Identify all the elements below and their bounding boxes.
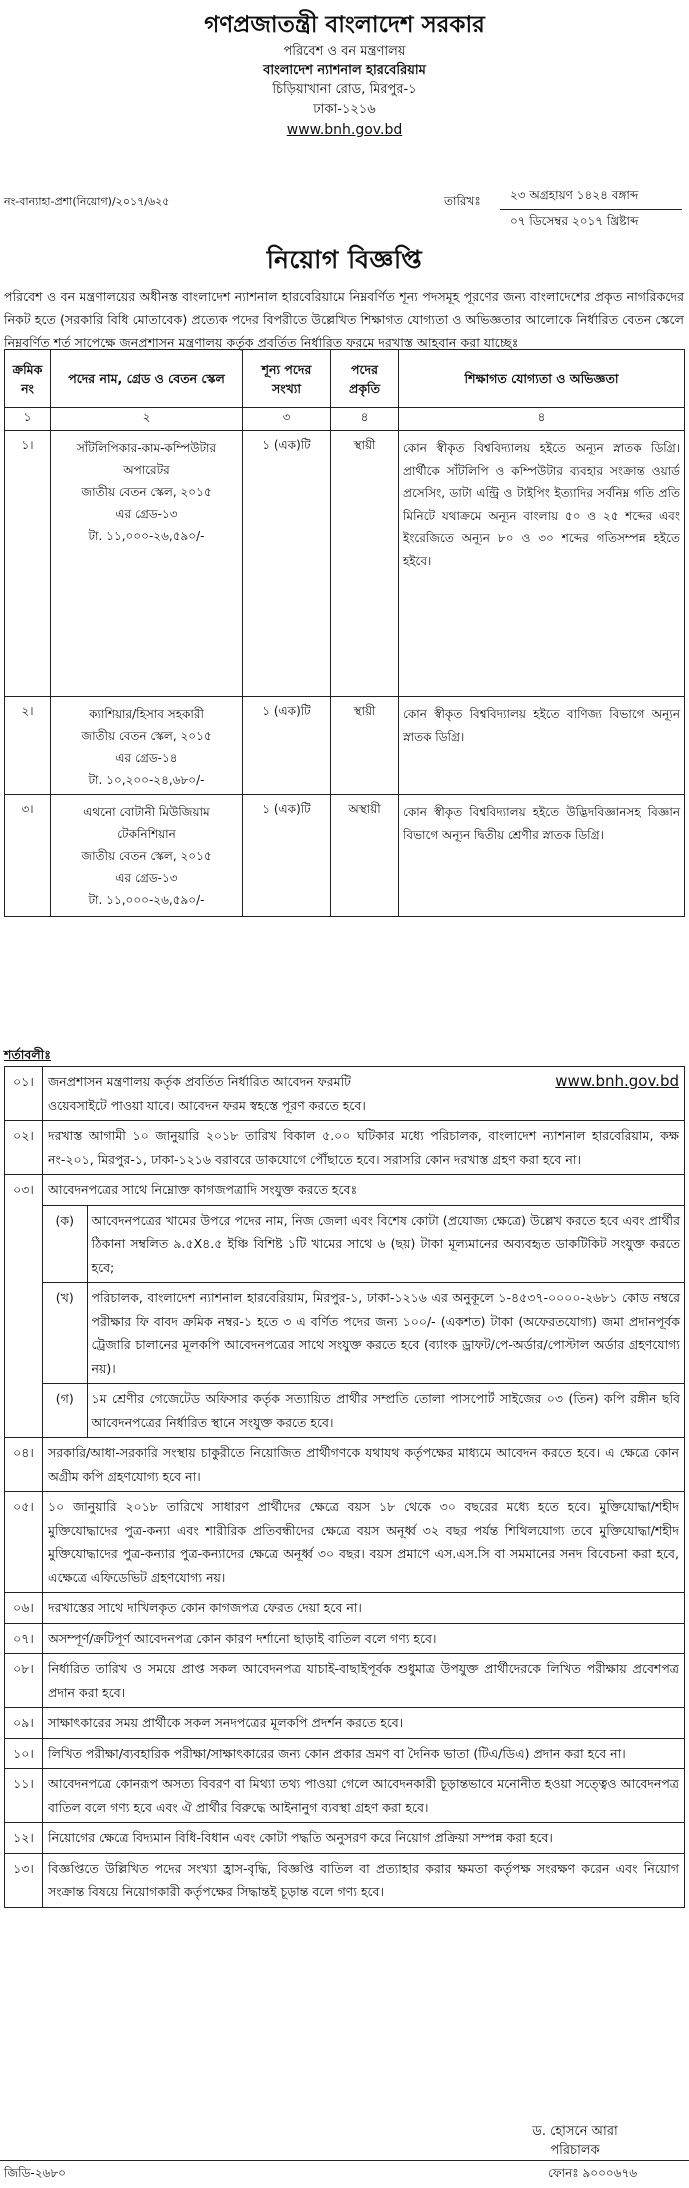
- condition-number: ০৫।: [5, 1492, 43, 1593]
- table-row: [5, 795, 685, 917]
- row-post: [51, 697, 243, 795]
- row-serial: ৩।: [5, 795, 51, 917]
- condition-text: বিজ্ঞপ্তিতে উল্লিখিত পদের সংখ্যা হ্রাস-বৃদ্ধি, বিজ্ঞপ্তি বাতিল বা প্রত্যাহার করার ক্ষমতা কর্তৃপক্ষ সংরক্ষণ করেন এবং নিয়োগ সংক্রান্ত বিষয়ে নিয়োগকারী কর্তৃপক্ষের সিদ্ধান্তই চূড়ান্ত বলে গণ্য হবে।: [43, 1853, 685, 1907]
- post-pay: টা. ১১,০০০-২৬,৫৯০/-: [88, 893, 205, 907]
- condition-number: ০৪।: [5, 1438, 43, 1492]
- condition-number: ০১।: [5, 1067, 43, 1121]
- row-post: [51, 431, 243, 697]
- attachments-list: [43, 1205, 684, 1438]
- condition-number: ০৯।: [5, 1708, 43, 1739]
- condition-number: ১১।: [5, 1769, 43, 1823]
- header-qualification: শিক্ষাগত যোগ্যতা ও অভিজ্ঞতা: [399, 350, 685, 408]
- phone-number: ফোনঃ ৯০০০৬৭৬: [548, 2166, 638, 2180]
- post-name: ক্যাশিয়ার/হিসাব সহকারী: [89, 707, 204, 721]
- post-grade: এর গ্রেড-১৪: [115, 751, 178, 765]
- condition-row: [5, 1708, 685, 1739]
- condition-01-text-a: জনপ্রশাসন মন্ত্রণালয় কর্তৃক প্রবর্তিত নির্ধারিত আবেদন ফরমটি: [48, 1074, 351, 1089]
- ministry-name: পরিবেশ ও বন মন্ত্রণালয়: [283, 44, 406, 59]
- header-nature: পদের প্রকৃতি: [331, 350, 399, 408]
- condition-text: সরকারি/আধা-সরকারি সংস্থায় চাকুরীতে নিয়োজিত প্রার্থীগণকে যথাযথ কর্তৃপক্ষের মাধ্যমে আবেদন করতে হবে। এ ক্ষেত্রে কোন অগ্রীম কপি গ্রহণযোগ্য হবে না।: [43, 1438, 685, 1492]
- row-serial: ১।: [5, 431, 51, 697]
- notice-title: নিয়োগ বিজ্ঞপ্তি: [266, 245, 423, 274]
- condition-number: ০২।: [5, 1121, 43, 1175]
- col-number: ৪: [331, 408, 399, 431]
- condition-number: ০৬।: [5, 1593, 43, 1624]
- condition-text: আবেদনপত্রে কোনরূপ অসত্য বিবরণ বা মিথ্যা তথ্য পাওয়া গেলে আবেদনকারী চূড়ান্তভাবে মনোনীত হওয়া সত্ত্বেও আবেদনপত্র বাতিল বলে গণ্য হবে এবং ঐ প্রার্থীর বিরুদ্ধে আইনানুগ ব্যবস্থা গ্রহণ করা হবে।: [43, 1769, 685, 1823]
- conditions-title: শর্তাবলীঃ: [4, 1047, 51, 1062]
- condition-number: ১২।: [5, 1823, 43, 1854]
- condition-row: [5, 1853, 685, 1907]
- condition-row: [5, 1438, 685, 1492]
- website-link[interactable]: www.bnh.gov.bd: [555, 1072, 679, 1090]
- list-item: [43, 1283, 684, 1384]
- sub-text: ১ম শ্রেণীর গেজেটেড অফিসার কর্তৃক সত্যায়িত প্রার্থীর সম্প্রতি তোলা পাসপোর্ট সাইজের ০৩ (তিন) কপি রঙ্গীন ছবি আবেদনপত্রের নির্ধারিত স্থানে সংযুক্ত করতে হবে।: [87, 1384, 684, 1438]
- condition-text: ১০ জানুয়ারি ২০১৮ তারিখে সাধারণ প্রার্থীদের ক্ষেত্রে বয়স ১৮ থেকে ৩০ বছরের মধ্যে হতে হবে। মুক্তিযোদ্ধা/শহীদ মুক্তিযোদ্ধাদের পুত্র-কন্যা এবং শারীরিক প্রতিবন্ধীদের ক্ষেত্রে বয়স অনূর্ধ্ব ৩২ বছর পর্যন্ত শিথিলযোগ্য তবে মুক্তিযোদ্ধা/শহীদ মুক্তিযোদ্ধাদের পুত্র-কন্যার পুত্র-কন্যাদের ক্ষেত্রে অনূর্ধ্ব ৩০ বছর। বয়স প্রমাণে এস.এস.সি বা সমমানের সনদ বিবেচনা করা হবে, এক্ষেত্রে এফিডেভিট গ্রহণযোগ্য নয়।: [43, 1492, 685, 1593]
- condition-row: [5, 1823, 685, 1854]
- post-grade: এর গ্রেড-১৩: [115, 871, 178, 885]
- signatory-designation: পরিচালক: [550, 2143, 600, 2158]
- post-name: এথনো বোটানী মিউজিয়াম টেকনিশিয়ান: [83, 805, 210, 841]
- condition-01-text-b: ওয়েবসাইটে পাওয়া যাবে। আবেদন ফরম স্বহস্তে পূরণ করতে হবে।: [48, 1097, 366, 1113]
- condition-row: [5, 1175, 685, 1438]
- row-qualification: কোন স্বীকৃত বিশ্ববিদ্যালয় হইতে বাণিজ্য বিভাগে অন্যূন স্নাতক ডিগ্রি।: [399, 697, 685, 795]
- footer-divider: [0, 2160, 689, 2161]
- row-post: [51, 795, 243, 917]
- post-scale: জাতীয় বেতন স্কেল, ২০১৫: [81, 485, 212, 499]
- row-vacancies: ১ (এক)টি: [243, 697, 331, 795]
- col-number: ২: [51, 408, 243, 431]
- table-row: [5, 431, 685, 697]
- list-item: [43, 1384, 684, 1438]
- condition-number: ১০।: [5, 1738, 43, 1769]
- condition-row: [5, 1738, 685, 1769]
- sub-label: (খ): [43, 1283, 87, 1384]
- col-number: ১: [5, 408, 51, 431]
- signature-block: [495, 2122, 655, 2160]
- col-number: ৪: [399, 408, 685, 431]
- post-pay: টা. ১০,২০০-২৪,৬৮০/-: [88, 773, 205, 787]
- office-name: বাংলাদেশ ন্যাশনাল হারবেরিয়াম: [263, 63, 426, 78]
- government-name: গণপ্রজাতন্ত্রী বাংলাদেশ সরকার: [204, 12, 485, 38]
- condition-text: লিখিত পরীক্ষা/ব্যবহারিক পরীক্ষা/সাক্ষাৎকারের জন্য কোন প্রকার ভ্রমণ বা দৈনিক ভাতা (টিএ/ডিএ) প্রদান করা হবে না।: [43, 1738, 685, 1769]
- condition-row: [5, 1067, 685, 1121]
- sub-text: পরিচালক, বাংলাদেশ ন্যাশনাল হারবেরিয়াম, মিরপুর-১, ঢাকা-১২১৬ এর অনুকূলে ১-৪৫৩৭-০০০০-২৬৮১ কোড নম্বরে পরীক্ষার ফি বাবদ ক্রমিক নম্বর-১ হতে ৩ এ বর্ণিত পদের জন্য ১০০/- (একশত) টাকা (অফেরতযোগ্য) জমা প্রদানপূর্বক ট্রেজারি চালানের মূলকপি আবেদনপত্রের সাথে সংযুক্ত করতে হবে (ব্যাংক ড্রাফট/পে-অর্ডার/পোস্টাল অর্ডার গ্রহণযোগ্য নয়)।: [87, 1283, 684, 1384]
- condition-text: নির্ধারিত তারিখ ও সময়ে প্রাপ্ত সকল আবেদনপত্র যাচাই-বাছাইপূর্বক শুধুমাত্র উপযুক্ত প্রার্থীদেরকে লিখিত পরীক্ষায় প্রবেশপত্র প্রদান করা হবে।: [43, 1654, 685, 1708]
- condition-text: [43, 1067, 685, 1121]
- condition-row: [5, 1593, 685, 1624]
- header-serial: ক্রমিক নং: [5, 350, 51, 408]
- condition-03-head: আবেদনপত্রের সাথে নিম্নোক্ত কাগজপত্রাদি সংযুক্ত করতে হবেঃ: [48, 1182, 358, 1197]
- condition-row: [5, 1623, 685, 1654]
- post-scale: জাতীয় বেতন স্কেল, ২০১৫: [81, 729, 212, 743]
- condition-text: নিয়োগের ক্ষেত্রে বিদ্যমান বিধি-বিধান এবং কোটা পদ্ধতি অনুসরণ করে নিয়োগ প্রক্রিয়া সম্পন্ন করা হবে।: [43, 1823, 685, 1854]
- post-pay: টা. ১১,০০০-২৬,৫৯০/-: [88, 529, 205, 543]
- date-english: ০৭ ডিসেম্বর ২০১৭ খ্রিষ্টাব্দ: [510, 214, 639, 228]
- condition-number: ০৭।: [5, 1623, 43, 1654]
- date-box: [500, 186, 682, 233]
- intro-paragraph: পরিবেশ ও বন মন্ত্রণালয়ের অধীনস্ত বাংলাদেশ ন্যাশনাল হারবেরিয়ামে নিম্নবর্ণিত শূন্য পদসমূহ পূরণের জন্য বাংলাদেশের প্রকৃত নাগরিকদের নিকট হতে (সরকারি বিধি মোতাবেক) প্রত্যেক পদের বিপরীতে উল্লেখিত শিক্ষাগত যোগ্যতা ও অভিজ্ঞতার আলোকে নির্ধারিত বেতন স্কেলে নিম্নবর্ণিত শর্ত সাপেক্ষে জনপ্রশাসন মন্ত্রণালয় কর্তৃক প্রবর্তিত নির্ধারিত ফরমে দরখাস্ত আহবান করা যাচ্ছেঃ: [4, 289, 684, 350]
- col-number: ৩: [243, 408, 331, 431]
- sub-text: আবেদনপত্রের খামের উপরে পদের নাম, নিজ জেলা এবং বিশেষ কোটা (প্রযোজ্য ক্ষেত্রে) উল্লেখ করতে হবে এবং প্রার্থীর ঠিকানা সম্বলিত ৯.৫X৪.৫ ইঞ্চি বিশিষ্ট ১টি খামের সাথে ৬ (ছয়) টাকা মূল্যমানের অব্যবহৃত ডাকটিকিট সংযুক্ত করতে হবে;: [87, 1205, 684, 1283]
- memo-number: নং-বান্যাহা-প্রশা(নিয়োগ)/২০১৭/৬২৫: [4, 195, 170, 208]
- row-vacancies: ১ (এক)টি: [243, 795, 331, 917]
- row-qualification: কোন স্বীকৃত বিশ্ববিদ্যালয় হইতে উদ্ভিদবিজ্ঞানসহ বিজ্ঞান বিভাগে অন্যূন দ্বিতীয় শ্রেণীর স্নাতক ডিগ্রি।: [399, 795, 685, 917]
- condition-row: [5, 1769, 685, 1823]
- row-nature: স্থায়ী: [331, 697, 399, 795]
- conditions-table: [4, 1066, 685, 1908]
- table-row: [5, 697, 685, 795]
- row-qualification: কোন স্বীকৃত বিশ্ববিদ্যালয় হইতে অন্যূন স্নাতক ডিগ্রি। প্রার্থীকে সাঁটলিপি ও কম্পিউটার ব্যবহার সংক্রান্ত ওয়ার্ড প্রসেসিং, ডাটা এন্ট্রি ও টাইপিং ইত্যাদির সর্বনিম্ন গতি প্রতি মিনিটে যথাক্রমে অন্যূন বাংলায় ৫০ ও ২৫ শব্দের এবং ইংরেজিতে অন্যূন ৮০ ও ৩০ শব্দের গতিসম্পন্ন হইতে হইবে।: [399, 431, 685, 697]
- date-label: তারিখঃ: [444, 194, 481, 208]
- condition-row: [5, 1121, 685, 1175]
- condition-row: [5, 1654, 685, 1708]
- row-serial: ২।: [5, 697, 51, 795]
- sub-label: (গ): [43, 1384, 87, 1438]
- website-link[interactable]: www.bnh.gov.bd: [286, 122, 403, 138]
- header-vacancies: শূন্য পদের সংখ্যা: [243, 350, 331, 408]
- list-item: [43, 1205, 684, 1283]
- office-road: চিড়িয়াখানা রোড, মিরপুর-১: [272, 82, 417, 97]
- signatory-name: ড. হোসনে আরা: [532, 2124, 618, 2139]
- dfp-number: জিডি-২৬৮০: [4, 2166, 66, 2180]
- row-nature: স্থায়ী: [331, 431, 399, 697]
- date-bangla: ২৩ অগ্রহায়ণ ১৪২৪ বঙ্গাব্দ: [500, 186, 682, 210]
- condition-number: ১৩।: [5, 1853, 43, 1907]
- row-nature: অস্থায়ী: [331, 795, 399, 917]
- condition-row: [5, 1492, 685, 1593]
- row-vacancies: ১ (এক)টি: [243, 431, 331, 697]
- post-scale: জাতীয় বেতন স্কেল, ২০১৫: [81, 849, 212, 863]
- header-post-name: পদের নাম, গ্রেড ও বেতন স্কেল: [51, 350, 243, 408]
- sub-label: (ক): [43, 1205, 87, 1283]
- posts-table: [4, 349, 685, 917]
- condition-number: ০৮।: [5, 1654, 43, 1708]
- condition-text: অসম্পূর্ণ/ক্রটিপূর্ণ আবেদনপত্র কোন কারণ দর্শানো ছাড়াই বাতিল বলে গণ্য হবে।: [43, 1623, 685, 1654]
- condition-text: দরখাস্তের সাথে দাখিলকৃত কোন কাগজপত্র ফেরত দেয়া হবে না।: [43, 1593, 685, 1624]
- post-name: সাঁটলিপিকার-কাম-কম্পিউটার অপারেটর: [76, 441, 217, 477]
- condition-text: দরখাস্ত আগামী ১০ জানুয়ারি ২০১৮ তারিখ বিকাল ৫.০০ ঘটিকার মধ্যে পরিচালক, বাংলাদেশ ন্যাশনাল হারবেরিয়াম, কক্ষ নং-২০১, মিরপুর-১, ঢাকা-১২১৬ বরাবরে ডাকযোগে পৌঁছাতে হবে। সরাসরি কোন দরখাস্ত গ্রহণ করা হবে না।: [43, 1121, 685, 1175]
- condition-text: [43, 1175, 685, 1438]
- post-grade: এর গ্রেড-১৩: [115, 507, 178, 521]
- condition-number: ০৩।: [5, 1175, 43, 1438]
- condition-text: সাক্ষাৎকারের সময় প্রার্থীকে সকল সনদপত্রের মূলকপি প্রদর্শন করতে হবে।: [43, 1708, 685, 1739]
- office-city: ঢাকা-১২১৬: [313, 102, 376, 117]
